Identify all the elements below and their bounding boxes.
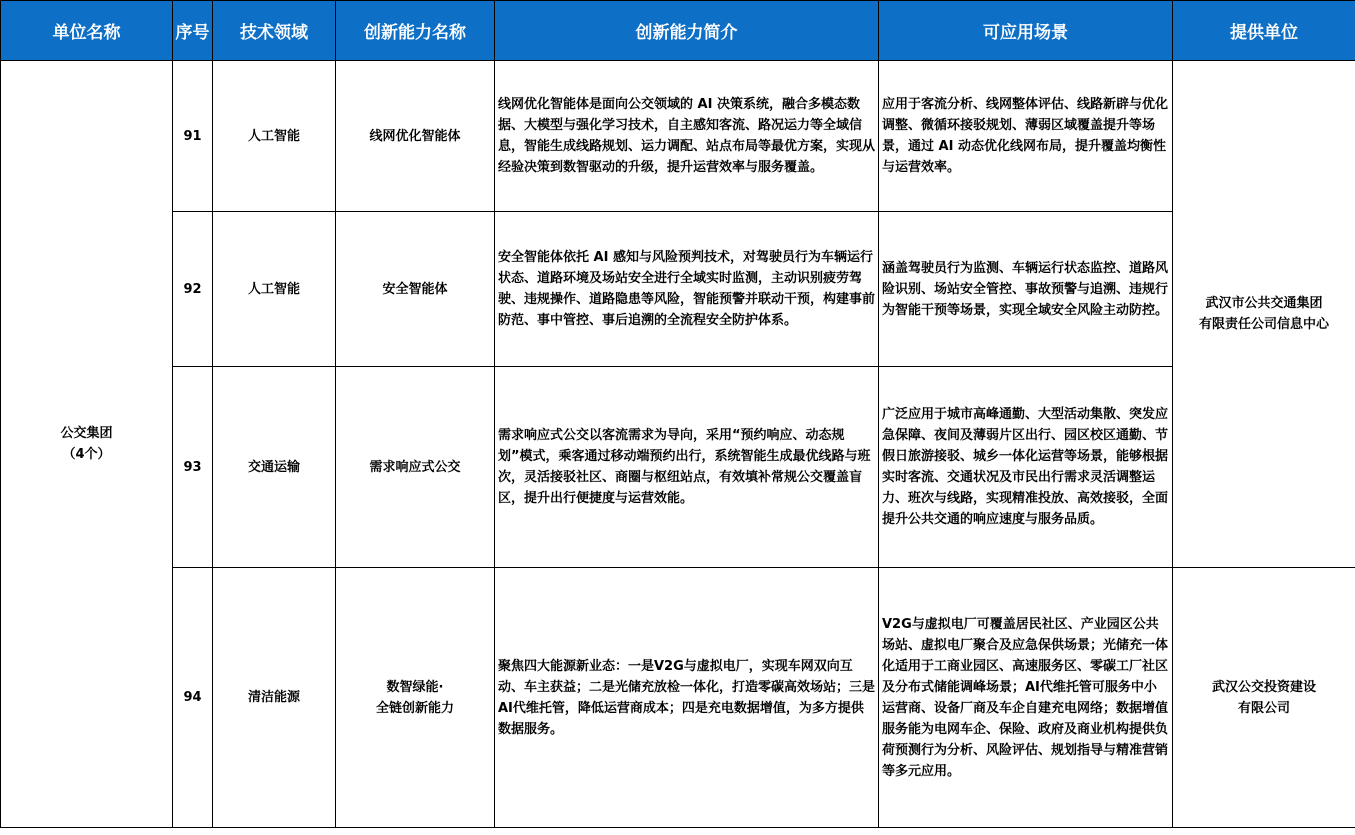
tech-field-cell: 交通运输: [213, 367, 336, 568]
header-seq: 序号: [173, 1, 213, 61]
table-row: [1, 61, 1355, 212]
seq-cell: 93: [173, 367, 213, 568]
provider-cell: 武汉市公共交通集团 有限责任公司信息中心: [1173, 61, 1355, 568]
capability-name-cell: 需求响应式公交: [336, 367, 495, 568]
table-row: [1, 568, 1355, 828]
capability-intro-cell: 安全智能体依托 AI 感知与风险预判技术，对驾驶员行为车辆运行状态、道路环境及场站安全进行全域实时监测，主动识别疲劳驾驶、违规操作、道路隐患等风险，智能预警并联动干预，构建事前防范、事中管控、事后追溯的全流程安全防护体系。: [495, 212, 879, 367]
seq-cell: 91: [173, 61, 213, 212]
tech-field-cell: 人工智能: [213, 212, 336, 367]
provider-cell: 武汉公交投资建设 有限公司: [1173, 568, 1355, 828]
capability-intro-cell: 需求响应式公交以客流需求为导向，采用“预约响应、动态规划”模式，乘客通过移动端预约出行，系统智能生成最优线路与班次，灵活接驳社区、商圈与枢纽站点，有效填补常规公交覆盖盲区，提升出行便捷度与运营效能。: [495, 367, 879, 568]
header-provider: 提供单位: [1173, 1, 1355, 61]
capability-intro-cell: 聚焦四大能源新业态：一是V2G与虚拟电厂，实现车网双向互动、车主获益；二是光储充放检一体化，打造零碳高效场站；三是AI代维托管，降低运营商成本；四是充电数据增值，为多方提供数据服务。: [495, 568, 879, 828]
scenario-cell: 应用于客流分析、线网整体评估、线路新辟与优化调整、微循环接驳规划、薄弱区域覆盖提升等场景，通过 AI 动态优化线网布局，提升覆盖均衡性与运营效率。: [879, 61, 1173, 212]
capability-name-cell: 数智绿能· 全链创新能力: [336, 568, 495, 828]
table-row: [1, 367, 1355, 568]
scenario-cell: 广泛应用于城市高峰通勤、大型活动集散、突发应急保障、夜间及薄弱片区出行、园区校区通勤、节假日旅游接驳、城乡一体化运营等场景，能够根据实时客流、交通状况及市民出行需求灵活调整运力、班次与线路，实现精准投放、高效接驳，全面提升公共交通的响应速度与服务品质。: [879, 367, 1173, 568]
tech-field-cell: 清洁能源: [213, 568, 336, 828]
header-capability-name: 创新能力名称: [336, 1, 495, 61]
table-row: [1, 212, 1355, 367]
header-row: [1, 1, 1355, 61]
header-capability-intro: 创新能力简介: [495, 1, 879, 61]
header-tech-field: 技术领域: [213, 1, 336, 61]
capability-name-cell: 线网优化智能体: [336, 61, 495, 212]
header-unit-name: 单位名称: [1, 1, 173, 61]
capability-intro-cell: 线网优化智能体是面向公交领域的 AI 决策系统，融合多模态数据、大模型与强化学习技术，自主感知客流、路况运力等全域信息，智能生成线路规划、运力调配、站点布局等最优方案，实现从经验决策到数智驱动的升级，提升运营效率与服务覆盖。: [495, 61, 879, 212]
scenario-cell: 涵盖驾驶员行为监测、车辆运行状态监控、道路风险识别、场站安全管控、事故预警与追溯、违规行为智能干预等场景，实现全域安全风险主动防控。: [879, 212, 1173, 367]
seq-cell: 92: [173, 212, 213, 367]
header-scenarios: 可应用场景: [879, 1, 1173, 61]
seq-cell: 94: [173, 568, 213, 828]
capability-name-cell: 安全智能体: [336, 212, 495, 367]
tech-field-cell: 人工智能: [213, 61, 336, 212]
scenario-cell: V2G与虚拟电厂可覆盖居民社区、产业园区公共场站、虚拟电厂聚合及应急保供场景；光储充一体化适用于工商业园区、高速服务区、零碳工厂社区及分布式储能调峰场景；AI代维托管可服务中小运营商、设备厂商及车企自建充电网络；数据增值服务能为电网车企、保险、政府及商业机构提供负荷预测行为分析、风险评估、规划指导与精准营销等多元应用。: [879, 568, 1173, 828]
unit-name-cell: 公交集团 （4个）: [1, 61, 173, 828]
